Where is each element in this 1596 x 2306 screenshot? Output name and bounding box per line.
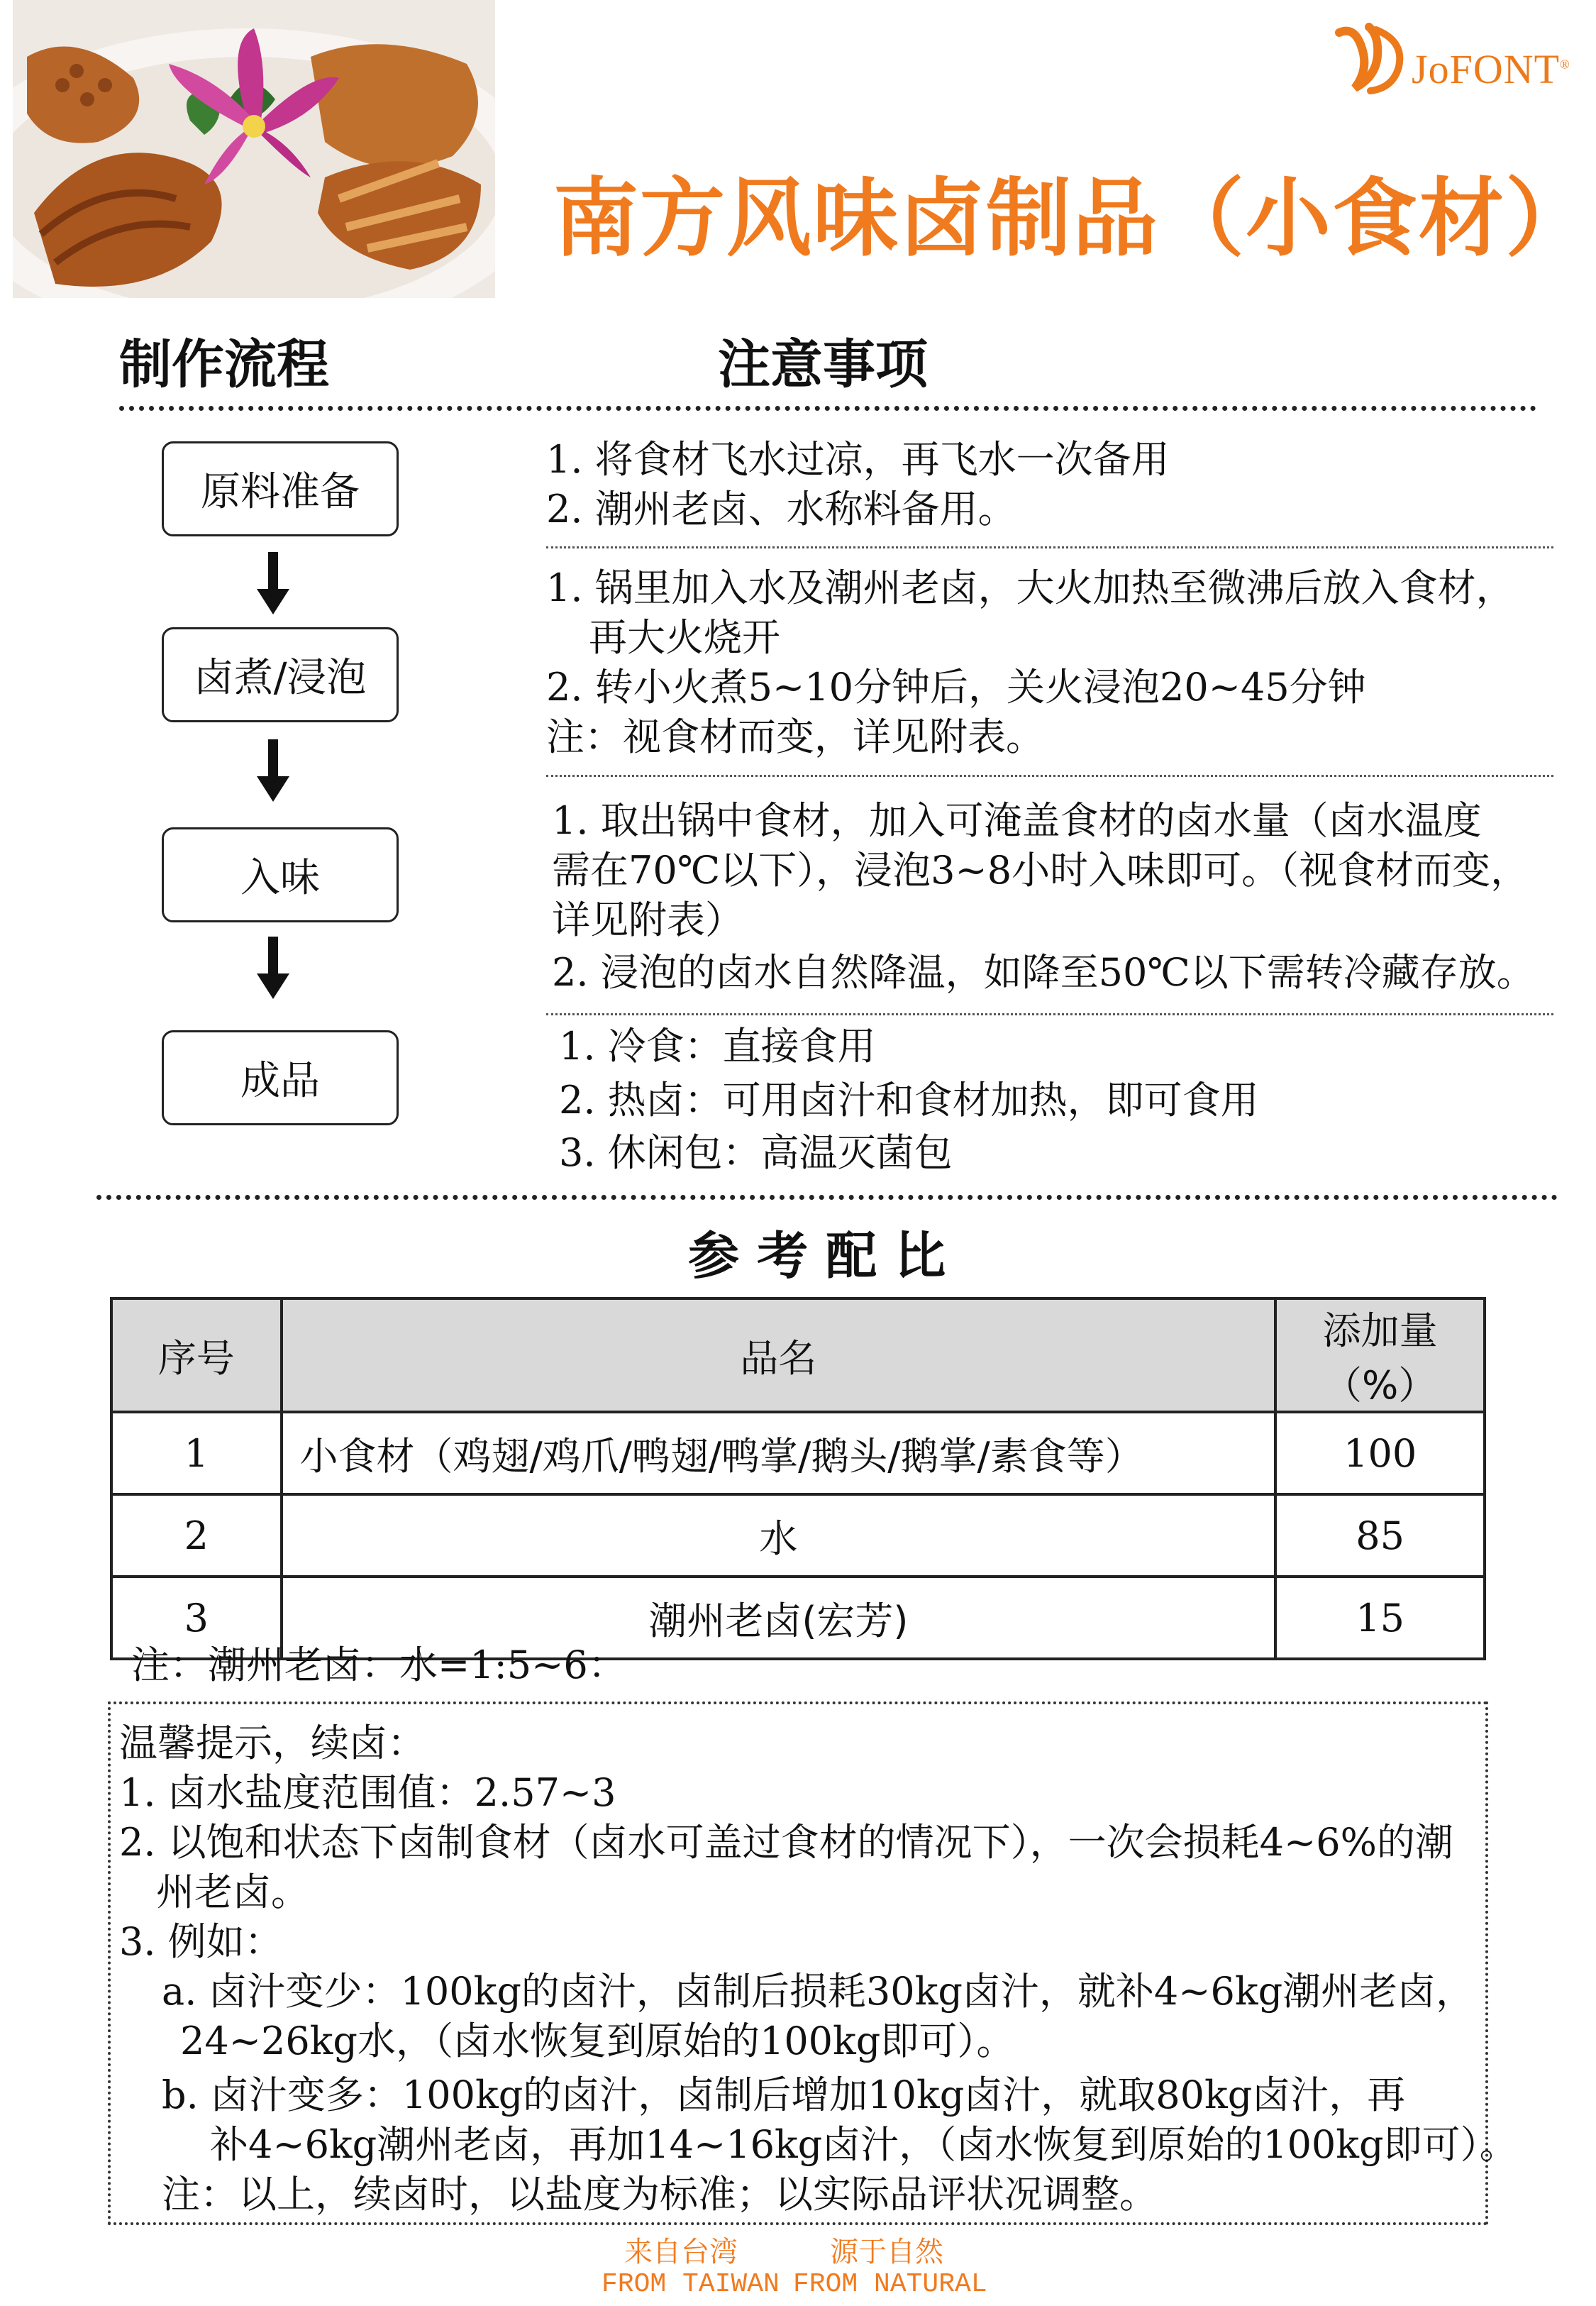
arrow-down-icon [255,739,291,803]
step-box-braise: 卤煮/浸泡 [162,627,399,722]
ingredient-name: 水 [282,1494,1276,1577]
column-header: 序号 [111,1298,282,1412]
note-line: 3. 休闲包：高温灭菌包 [559,1130,953,1175]
note-line: 2. 热卤：可用卤汁和食材加热，即可食用 [559,1078,1259,1122]
step-box-marinate: 入味 [162,827,399,922]
note-line: 再大火烧开 [589,615,780,660]
header-divider [119,406,1536,411]
brand-name: JoFONT® [1412,46,1570,92]
tips-line: b. 卤汁变多：100kg的卤汁，卤制后增加10kg卤汁，就取80kg卤汁，再 [162,2073,1406,2117]
note-line: 2. 潮州老卤、水称料备用。 [546,487,1016,531]
note-line: 2. 浸泡的卤水自然降温，如降至50℃以下需转冷藏存放。 [552,950,1535,995]
arrow-down-icon [255,552,291,616]
note-line: 详见附表） [552,898,743,942]
tips-line: 温馨提示，续卤： [119,1721,426,1765]
tips-line: a. 卤汁变少：100kg的卤汁，卤制后损耗30kg卤汁，就补4~6kg潮州老卤， [162,1969,1475,2014]
tips-line: 1. 卤水盐度范围值：2.57~3 [119,1770,616,1815]
section-divider [96,1195,1558,1200]
ingredient-name: 小食材（鸡翅/鸡爪/鸭翅/鸭掌/鹅头/鹅掌/素食等） [282,1412,1276,1494]
step-box-finished: 成品 [162,1030,399,1125]
brand-logo [1334,20,1568,98]
table-header-row [111,1298,1485,1412]
tips-line: 补4~6kg潮州老卤，再加14~16kg卤汁，（卤水恢复到原始的100kg即可）。 [210,2122,1518,2167]
table-row [111,1412,1485,1494]
tips-line: 24~26kg水，（卤水恢复到原始的100kg即可）。 [180,2019,1015,2063]
amount-percent: 100 [1275,1412,1485,1494]
tips-line: 2. 以饱和状态下卤制食材（卤水可盖过食材的情况下），一次会损耗4~6%的潮 [119,1820,1453,1865]
note-line: 1. 取出锅中食材，加入可淹盖食材的卤水量（卤水温度 [552,798,1482,843]
arrow-down-icon [255,937,291,1000]
note-line: 1. 冷食：直接食用 [559,1024,876,1069]
row-index: 1 [111,1412,282,1494]
note-line: 注：视食材而变，详见附表。 [546,715,1044,759]
table-note: 注：潮州老卤：水=1:5~6： [131,1643,626,1687]
notes-header: 注意事项 [718,334,928,395]
tips-line: 注：以上，续卤时，以盐度为标准；以实际品评状况调整。 [162,2172,1158,2217]
step-box-prepare: 原料准备 [162,441,399,536]
ingredient-name: 潮州老卤(宏芳) [282,1577,1276,1659]
note-line: 需在70℃以下），浸泡3~8小时入味即可。（视食材而变， [552,848,1529,893]
ratio-header: 参 考 配 比 [688,1226,946,1286]
page-title: 南方风味卤制品（小食材） [553,170,1592,268]
amount-percent: 15 [1275,1577,1485,1659]
table-row [111,1494,1485,1577]
footer-origin-en: FROM TAIWAN [602,2269,780,2300]
row-index: 2 [111,1494,282,1577]
notes-divider [546,775,1553,777]
brand-mark-icon [1334,20,1412,98]
note-line: 2. 转小火煮5~10分钟后，关火浸泡20~45分钟 [546,665,1366,710]
dish-photo [13,0,495,298]
note-line: 1. 将食材飞水过凉，再飞水一次备用 [546,437,1170,482]
notes-divider [546,1013,1553,1015]
row-index: 3 [111,1577,282,1659]
column-header: 添加量（%） [1275,1298,1485,1412]
note-line: 1. 锅里加入水及潮州老卤，大火加热至微沸后放入食材， [546,566,1514,610]
footer-nature-en: FROM NATURAL [793,2269,987,2300]
dish-illustration [13,0,495,298]
tips-box [108,1701,1518,2225]
footer-nature-zh: 源于自然 [830,2236,943,2268]
notes-divider [546,546,1553,548]
tips-line: 州老卤。 [156,1870,309,1914]
amount-percent: 85 [1275,1494,1485,1577]
footer-origin-zh: 来自台湾 [624,2236,738,2268]
column-header: 品名 [282,1298,1276,1412]
ratio-table [110,1297,1486,1660]
process-header: 制作流程 [119,334,329,395]
tips-line: 3. 例如： [119,1919,283,1964]
